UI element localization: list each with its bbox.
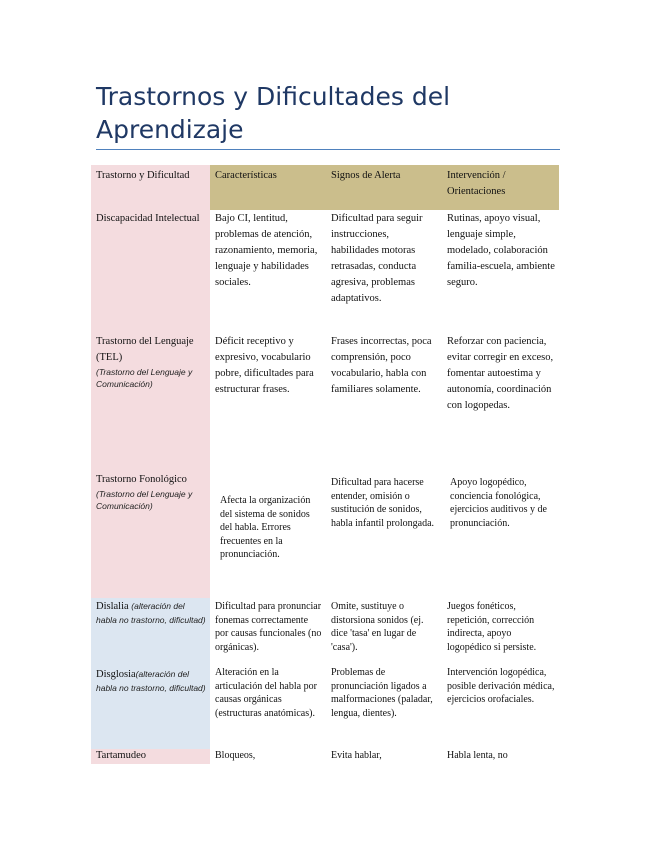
header-intervencion: Intervención / Orientaciones: [442, 165, 559, 210]
table-row: [91, 666, 559, 749]
caracteristicas-cell: Afecta la organización del sistema de sonidos del habla. Errores frecuentes en la pronunciación.: [220, 495, 311, 560]
caracteristicas-cell: Bloqueos,: [215, 750, 256, 761]
row-subtitle: (alteración del habla no trastorno, dificultad): [96, 601, 206, 625]
page-title: Trastornos y Dificultades del Aprendizaje: [96, 82, 451, 144]
header-trastorno: Trastorno y Dificultad: [91, 165, 210, 210]
caracteristicas-cell: Alteración en la articulación del habla por causas orgánicas (estructuras anatómicas).: [215, 667, 317, 719]
header-signos: Signos de Alerta: [326, 165, 442, 210]
table-row: [91, 210, 559, 332]
caracteristicas-cell: Déficit receptivo y expresivo, vocabulario pobre, dificultades para estructurar frases.: [215, 336, 314, 395]
signos-cell: Problemas de pronunciación ligados a malformaciones (paladar, lengua, dientes).: [331, 667, 433, 719]
row-name: Trastorno Fonológico: [96, 474, 187, 485]
table-row: [91, 749, 559, 764]
row-subtitle: (alteración del habla no trastorno, dificultad): [96, 669, 206, 693]
intervencion-cell: Apoyo logopédico, conciencia fonológica, ejercicios auditivos y de pronunciación.: [450, 477, 547, 529]
table-row: [91, 332, 559, 470]
signos-cell: Omite, sustituye o distorsiona sonidos (ej. dice 'tasa' en lugar de 'casa').: [331, 601, 424, 653]
row-name-cell: [91, 210, 210, 332]
intervencion-cell: Juegos fonéticos, repetición, corrección indirecta, apoyo logopédico si persiste.: [447, 601, 537, 653]
row-name-cell: [91, 666, 210, 749]
table-row: [91, 598, 559, 666]
title-divider: [96, 149, 560, 150]
row-subtitle: (Trastorno del Lenguaje y Comunicación): [96, 367, 193, 389]
table-row: [91, 470, 559, 598]
disorders-table: [91, 165, 559, 764]
signos-cell: Dificultad para hacerse entender, omisión o sustitución de sonidos, habla infantil prolongada.: [331, 477, 435, 529]
signos-cell: Dificultad para seguir instrucciones, habilidades motoras retrasadas, conducta agresiva, problemas adaptativos.: [331, 213, 423, 304]
signos-cell: Frases incorrectas, poca comprensión, poco vocabulario, habla con familiares solamente.: [331, 336, 432, 395]
signos-cell: Evita hablar,: [331, 750, 382, 761]
caracteristicas-cell: Bajo CI, lentitud, problemas de atención, razonamiento, memoria, lenguaje y habilidades sociales.: [215, 213, 318, 288]
intervencion-cell: Rutinas, apoyo visual, lenguaje simple, modelado, colaboración familia-escuela, ambiente seguro.: [447, 213, 555, 288]
intervencion-cell: Habla lenta, no: [447, 750, 508, 761]
table-header-row: [91, 165, 559, 210]
row-subtitle: (Trastorno del Lenguaje y Comunicación): [96, 489, 193, 511]
row-name-cell: [91, 470, 210, 598]
row-name-cell: [91, 332, 210, 470]
row-name: Disglosia: [96, 669, 136, 680]
row-name-cell: [91, 749, 210, 764]
row-name: Tartamudeo: [96, 750, 146, 761]
row-name: Trastorno del Lenguaje (TEL): [96, 336, 194, 363]
caracteristicas-cell: Dificultad para pronunciar fonemas correctamente por causas funcionales (no orgánicas).: [215, 601, 322, 653]
header-caracteristicas: Características: [210, 165, 326, 210]
row-name: Discapacidad Intelectual: [96, 213, 200, 224]
row-name: Dislalia: [96, 601, 129, 612]
intervencion-cell: Intervención logopédica, posible derivación médica, ejercicios orofaciales.: [447, 667, 555, 705]
intervencion-cell: Reforzar con paciencia, evitar corregir en exceso, fomentar autoestima y autonomía, coordinación con logopedas.: [447, 336, 554, 411]
row-name-cell: [91, 598, 210, 666]
